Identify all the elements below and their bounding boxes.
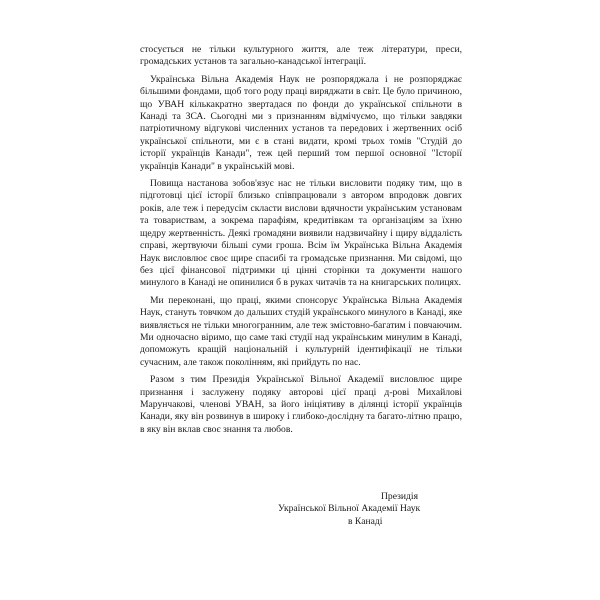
paragraph: Українська Вільна Академія Наук не розпоряджала і не розпоряджає більшими фондами, щоб того роду праці виряджати в світ. Це було причиною, що УВАН кількакратно звертадася по фонди до української спільноти в Канаді та ЗСА. Сьогодні ми з признанням відмічуємо, що тільки завдяки патріотичному відгукові численних установ та передових і жертвенних осіб української спільноти, ми є в стані видати, кромі трьох томів "Студій до історії українців Канади", теж цей перший том першої основної "Історії українців Канади" в українській мові. [140, 73, 462, 172]
body-text [140, 44, 462, 441]
paragraph: Ми переконані, що праці, якими спонсорує Українська Вільна Академія Наук, стануть товчком до дальших студій українського минулого в Канаді, яке виявляється не тільки многогранним, але теж змістовно-багатим і повчаючим. Ми одночасно віримо, що саме такі студії над українським минулим в Канаді, допоможуть кращій національній і культурній ідентифікації не тільки сучасним, але також поколінням, які прийдуть по нас. [140, 294, 462, 368]
paragraph: Разом з тим Президія Української Вільної Академії висловлює щире признання і заслужену подяку авторові цієї праці д-рові Михайлові Марунчакові, членові УВАН, за його ініціятиву в ділянці історії українців Канади, яку він розвинув в широку і глибоко-дослідну та багато-літню працю, в яку він вклав своє знання та любов. [140, 374, 462, 435]
signature-line-presidium: Президія [381, 491, 418, 502]
signature-block [240, 491, 480, 528]
paragraph: Повища настанова зобов'язує нас не тільки висловити подяку тим, що в підготовці цієї історії близько співпрацювали з автором впродовж довгих років, але теж і передусім скласти вислови вдячности українським установам та товариствам, а зокрема парафіям, кредитівкам та організаціям за їхню щедру жертвенність. Деякі громадяни виявили надзвичайну і щиру віддалість справі, жертвуючи більші суми гроша. Всім їм Українська Вільна Академія Наук висловлює своє щире спасибі та громадське признання. Ми свідомі, що без цієї фінансової підтримки ці цінні сторінки та документи нашого минулого в Канаді не опинилися б в руках читачів та на книгарських полицях. [140, 178, 462, 289]
signature-line-canada: в Канаді [348, 515, 383, 527]
signature-line-academy: Української Вільної Академії Наук [278, 503, 421, 515]
paragraph: стосується не тільки культурного життя, але теж літератури, преси, громадських установ та загально-канадської інтеграції. [140, 44, 462, 68]
